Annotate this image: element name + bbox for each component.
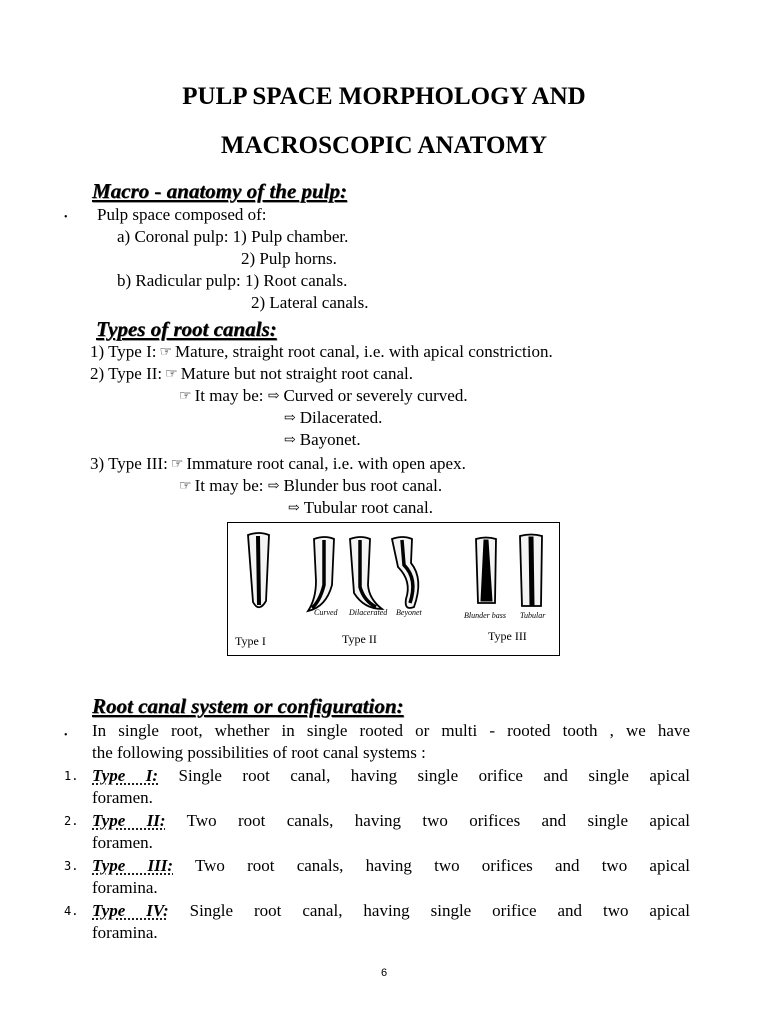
pointing-hand-icon: ☞ (179, 389, 192, 404)
config-item-type3-cont: foramina. (92, 878, 158, 897)
config-item-type4-cont: foramina. (92, 923, 158, 942)
config-heading: Root canal system or configuration: (92, 694, 404, 718)
type-description: Two root canals, having two orifices and two apical (194, 856, 690, 875)
it-may-be-label: It may be: (194, 476, 264, 495)
right-arrow-icon: ⇨ (267, 479, 280, 494)
type3-option-blunderbuss: Blunder bus root canal. (283, 476, 443, 495)
config-item-type4 (92, 900, 690, 922)
type-name: Type IV: (92, 901, 169, 920)
type2-option-line (284, 430, 361, 451)
type2-option-bayonet: Bayonet. (299, 430, 361, 449)
type-description: Single root canal, having single orifice and single apical (178, 766, 691, 785)
type2-line (90, 364, 413, 385)
type2-label: 2) Type II: (90, 364, 163, 383)
type-name: Type I: (92, 766, 159, 785)
type2-option-line (284, 408, 382, 429)
bullet-marker: • (64, 730, 68, 741)
types-heading: Types of root canals: (96, 317, 277, 341)
right-arrow-icon: ⇨ (267, 389, 280, 404)
it-may-be-label: It may be: (194, 386, 264, 405)
type-name: Type II: (92, 811, 166, 830)
coronal-pulp-line: a) Coronal pulp: 1) Pulp chamber. (117, 227, 349, 246)
type1-text: Mature, straight root canal, i.e. with apical constriction. (175, 342, 553, 361)
pointing-hand-icon: ☞ (170, 457, 184, 472)
type3-option-line (288, 498, 433, 519)
type3-figure-label: Type III (488, 629, 527, 643)
pulp-horns-line: 2) Pulp horns. (241, 249, 337, 268)
type1-label: 1) Type I: (90, 342, 157, 361)
config-item-type2 (92, 810, 690, 832)
type-description: Single root canal, having single orifice and two apical (189, 901, 691, 920)
lateral-canals-line: 2) Lateral canals. (251, 293, 369, 312)
bayonet-root-outline (392, 537, 418, 608)
list-number: 1. (64, 769, 79, 783)
curved-root-outline (308, 537, 334, 611)
pointing-hand-icon: ☞ (165, 367, 178, 382)
config-item-type1 (92, 765, 690, 787)
radicular-pulp-line: b) Radicular pulp: 1) Root canals. (117, 271, 348, 290)
list-number: 2. (64, 814, 79, 828)
type2-text: Mature but not straight root canal. (180, 364, 413, 383)
right-arrow-icon: ⇨ (288, 501, 300, 516)
page-title-line-2: MACROSCOPIC ANATOMY (220, 132, 548, 159)
type1-figure-label: Type I (235, 634, 266, 648)
type-description: Two root canals, having two orifices and single apical (186, 811, 690, 830)
tubular-label: Tubular (520, 611, 546, 620)
type2-figure-label: Type II (342, 632, 377, 646)
type-name: Type III: (92, 856, 174, 875)
pointing-hand-icon: ☞ (159, 345, 173, 360)
pointing-hand-icon: ☞ (179, 479, 192, 494)
page-number: 6 (380, 967, 388, 979)
curved-label: Curved (314, 608, 338, 617)
config-intro-line-1: In single root, whether in single rooted or multi - rooted tooth , we have (92, 721, 690, 740)
bullet-marker: • (64, 212, 68, 223)
config-item-type1-cont: foramen. (92, 788, 153, 807)
type3-may-be-line (176, 476, 442, 497)
macro-anatomy-heading: Macro - anatomy of the pulp: (92, 179, 347, 203)
right-arrow-icon: ⇨ (284, 411, 296, 426)
type3-line (90, 454, 466, 475)
config-item-type2-cont: foramen. (92, 833, 153, 852)
type1-line (90, 342, 553, 363)
config-intro-line-2: the following possibilities of root canal systems : (92, 743, 426, 762)
page-title-line-1: PULP SPACE MORPHOLOGY AND (182, 83, 586, 110)
root-canal-types-figure (227, 522, 560, 656)
list-number: 3. (64, 859, 79, 873)
type2-may-be-line (176, 386, 468, 407)
straight-canal (258, 536, 259, 605)
dilacerated-label: Dilacerated (349, 608, 388, 617)
type2-option-dilacerated: Dilacerated. (299, 408, 383, 427)
bayonet-label: Beyonet (396, 608, 422, 617)
type3-text: Immature root canal, i.e. with open apex. (186, 454, 466, 473)
blunderbuss-label: Blunder bass (464, 611, 506, 620)
type3-label: 3) Type III: (90, 454, 168, 473)
tubular-canal (529, 537, 534, 605)
type2-option-curved: Curved or severely curved. (283, 386, 468, 405)
type3-option-tubular: Tubular root canal. (303, 498, 433, 517)
list-number: 4. (64, 904, 79, 918)
macro-intro: Pulp space composed of: (97, 205, 267, 224)
right-arrow-icon: ⇨ (284, 433, 296, 448)
config-item-type3 (92, 855, 690, 877)
